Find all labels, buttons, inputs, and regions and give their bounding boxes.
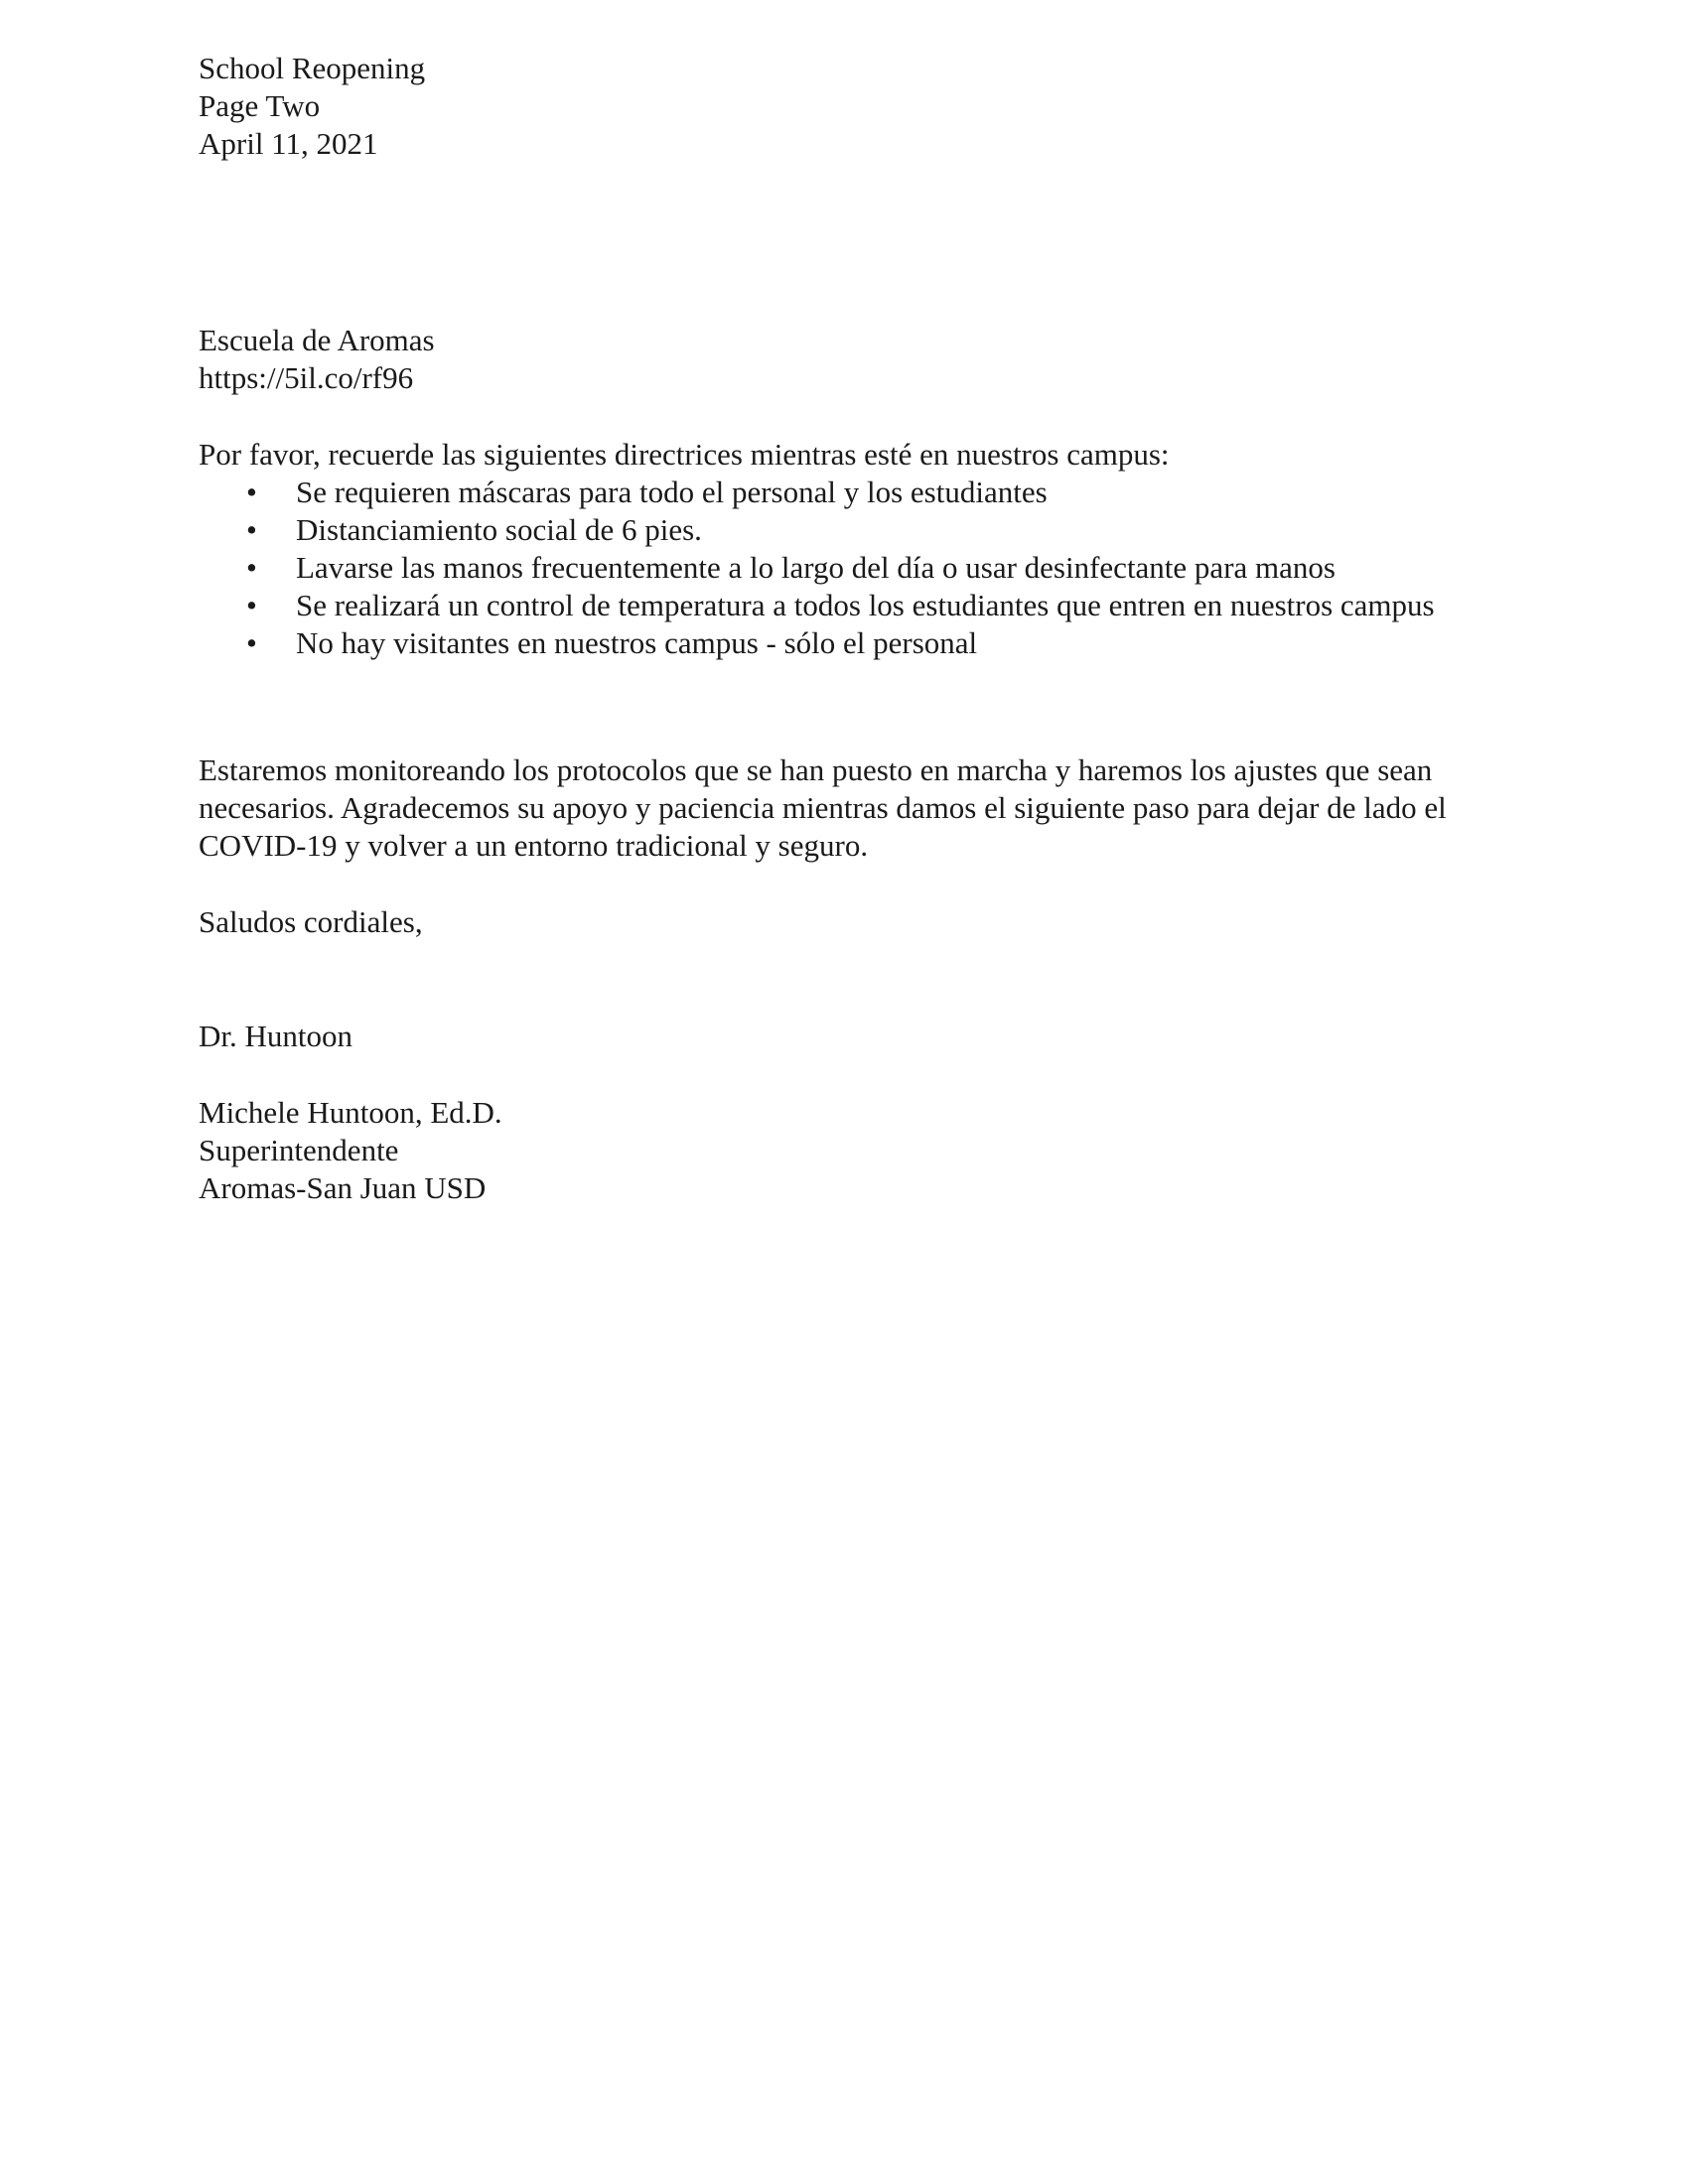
letter-subject: School Reopening	[199, 51, 426, 85]
bullet-icon: •	[246, 512, 257, 547]
school-info	[199, 322, 1489, 397]
guideline-text: Se realizará un control de temperatura a todos los estudiantes que entren en nuestros campus	[296, 588, 1435, 622]
list-item	[199, 624, 1487, 662]
signature-name: Dr. Huntoon	[199, 1019, 352, 1053]
closing-text: Saludos cordiales,	[199, 904, 423, 939]
guideline-text: No hay visitantes en nuestros campus - sólo el personal	[296, 625, 978, 660]
signatory-title: Superintendente	[199, 1133, 399, 1167]
letter-date: April 11, 2021	[199, 126, 378, 161]
intro-sentence: Por favor, recuerde las siguientes directrices mientras esté en nuestros campus:	[199, 437, 1170, 472]
list-item	[199, 511, 1487, 549]
school-url: https://5il.co/rf96	[199, 360, 414, 395]
bullet-icon: •	[246, 550, 257, 585]
closing	[199, 903, 1489, 941]
guideline-text: Se requieren máscaras para todo el personal y los estudiantes	[296, 475, 1048, 509]
list-item	[199, 549, 1487, 587]
list-item	[199, 587, 1487, 624]
intro-text	[199, 436, 1489, 474]
body-paragraph	[199, 751, 1489, 865]
body-paragraph-text: Estaremos monitoreando los protocolos que se han puesto en marcha y haremos los ajustes que sean necesarios. Agradecemos su apoyo y paciencia mientras damos el siguiente paso para dejar de lado el COVID-19 y volver a un entorno tradicional y seguro.	[199, 752, 1447, 863]
bullet-icon: •	[246, 588, 257, 622]
guideline-text: Lavarse las manos frecuentemente a lo largo del día o usar desinfectante para manos	[296, 550, 1336, 585]
guideline-text: Distanciamiento social de 6 pies.	[296, 512, 702, 547]
signatory-district: Aromas-San Juan USD	[199, 1170, 487, 1205]
list-item	[199, 474, 1487, 511]
letter-header	[199, 50, 1489, 163]
signature-block	[199, 1094, 1489, 1207]
school-name: Escuela de Aromas	[199, 323, 435, 357]
signatory-name: Michele Huntoon, Ed.D.	[199, 1095, 502, 1130]
guidelines-list	[199, 474, 1489, 662]
bullet-icon: •	[246, 625, 257, 660]
page-number-label: Page Two	[199, 88, 321, 123]
bullet-icon: •	[246, 475, 257, 509]
signature	[199, 1018, 1489, 1055]
